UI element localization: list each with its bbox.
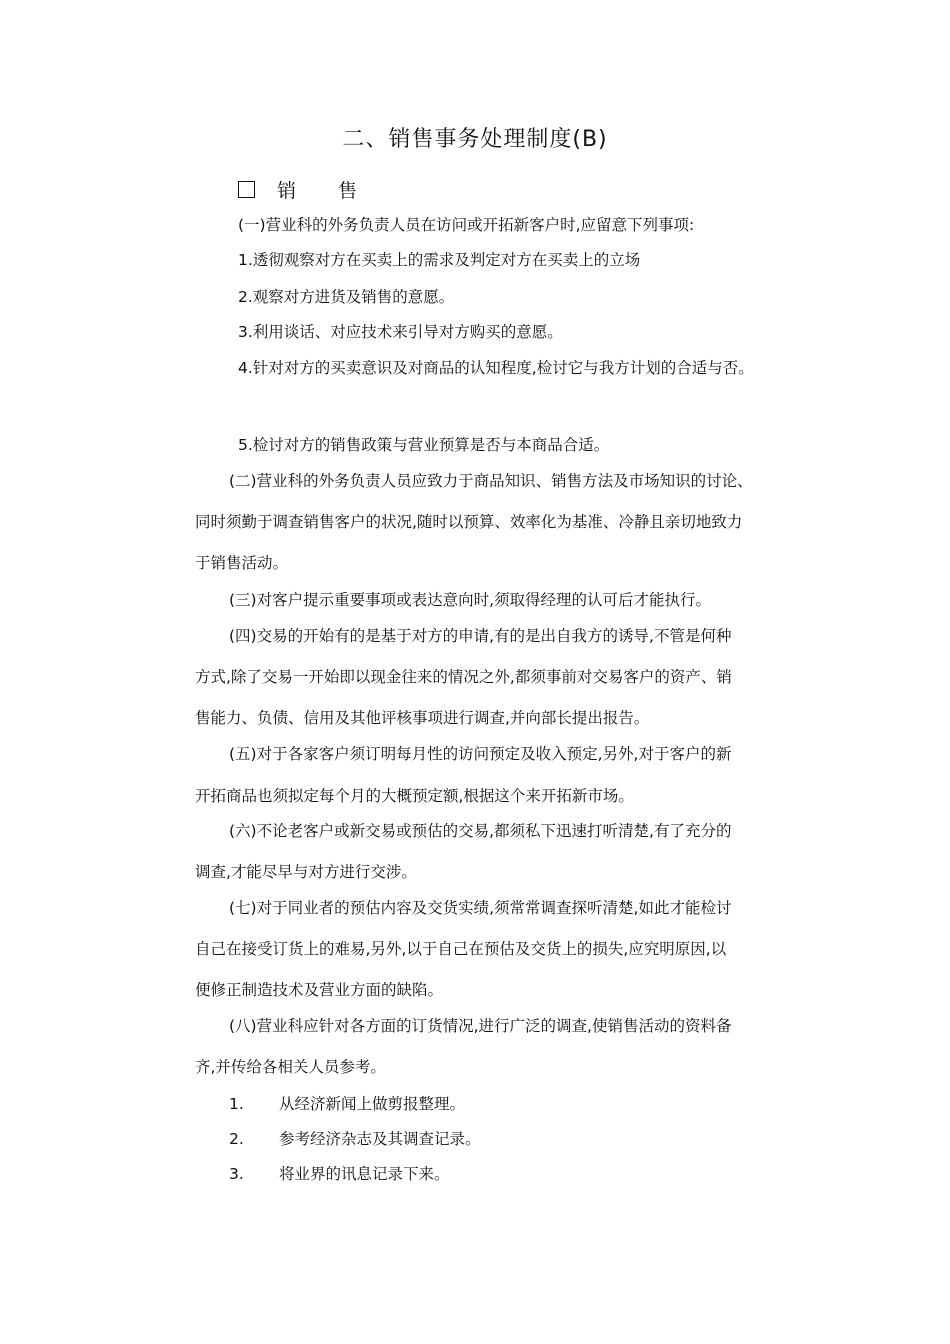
paragraph-2-line-1: (二)营业科的外务负责人员应致力于商品知识、销售方法及市场知识的讨论、 [229, 472, 753, 490]
paragraph-7-line-3: 便修正制造技术及营业方面的缺陷。 [195, 981, 444, 999]
paragraph-6-line-1: (六)不论老客户或新交易或预估的交易,都须私下迅速打听清楚,有了充分的 [229, 822, 732, 840]
paragraph-1-item-2: 2.观察对方进货及销售的意愿。 [238, 288, 455, 306]
paragraph-2-line-3: 于销售活动。 [195, 554, 289, 572]
paragraph-8-line-2: 齐,并传给各相关人员参考。 [195, 1058, 386, 1076]
list-item [229, 1164, 450, 1184]
list-item [229, 1129, 481, 1149]
paragraph-1-item-3: 3.利用谈话、对应技术来引导对方购买的意愿。 [238, 323, 563, 341]
paragraph-1-item-1: 1.透彻观察对方在买卖上的需求及判定对方在买卖上的立场 [238, 251, 641, 269]
list-item-text: 将业界的讯息记录下来。 [279, 1165, 450, 1183]
list-item-text: 从经济新闻上做剪报整理。 [279, 1095, 466, 1113]
list-item-number: 2. [229, 1130, 244, 1148]
page-title: 二、销售事务处理制度(B) [342, 127, 608, 152]
list-item-number: 3. [229, 1165, 244, 1183]
section-heading [238, 176, 357, 203]
paragraph-7-line-2: 自己在接受订货上的难易,另外,以于自己在预估及交货上的损失,应究明原因,以 [195, 940, 727, 958]
checkbox-icon [238, 181, 255, 198]
paragraph-1-item-5: 5.检讨对方的销售政策与营业预算是否与本商品合适。 [238, 436, 610, 454]
paragraph-1-heading: (一)营业科的外务负责人员在访问或开拓新客户时,应留意下列事项: [238, 216, 695, 234]
paragraph-6-line-2: 调查,才能尽早与对方进行交涉。 [195, 863, 417, 881]
paragraph-4-line-1: (四)交易的开始有的是基于对方的申请,有的是出自我方的诱导,不管是何种 [229, 627, 732, 645]
paragraph-1-item-4: 4.针对对方的买卖意识及对商品的认知程度,检讨它与我方计划的合适与否。 [238, 359, 754, 377]
paragraph-8-line-1: (八)营业科应针对各方面的订货情况,进行广泛的调查,使销售活动的资料备 [229, 1017, 732, 1035]
list-item-number: 1. [229, 1095, 244, 1113]
section-char-1: 销 [277, 180, 297, 202]
paragraph-5-line-1: (五)对于各家客户须订明每月性的访问预定及收入预定,另外,对于客户的新 [229, 745, 732, 763]
paragraph-3-line-1: (三)对客户提示重要事项或表达意向时,须取得经理的认可后才能执行。 [229, 591, 712, 609]
section-char-2: 售 [338, 180, 358, 202]
list-item-text: 参考经济杂志及其调查记录。 [279, 1130, 481, 1148]
paragraph-5-line-2: 开拓商品也须拟定每个月的大概预定额,根据这个来开拓新市场。 [195, 787, 634, 805]
paragraph-4-line-2: 方式,除了交易一开始即以现金往来的情况之外,都须事前对交易客户的资产、销 [195, 668, 732, 686]
paragraph-4-line-3: 售能力、负债、信用及其他评核事项进行调查,并向部长提出报告。 [195, 709, 650, 727]
paragraph-7-line-1: (七)对于同业者的预估内容及交货实绩,须常常调查探听清楚,如此才能检讨 [229, 899, 732, 917]
list-item [229, 1094, 465, 1114]
paragraph-2-line-2: 同时须勤于调查销售客户的状况,随时以预算、效率化为基准、冷静且亲切地致力 [195, 513, 743, 531]
